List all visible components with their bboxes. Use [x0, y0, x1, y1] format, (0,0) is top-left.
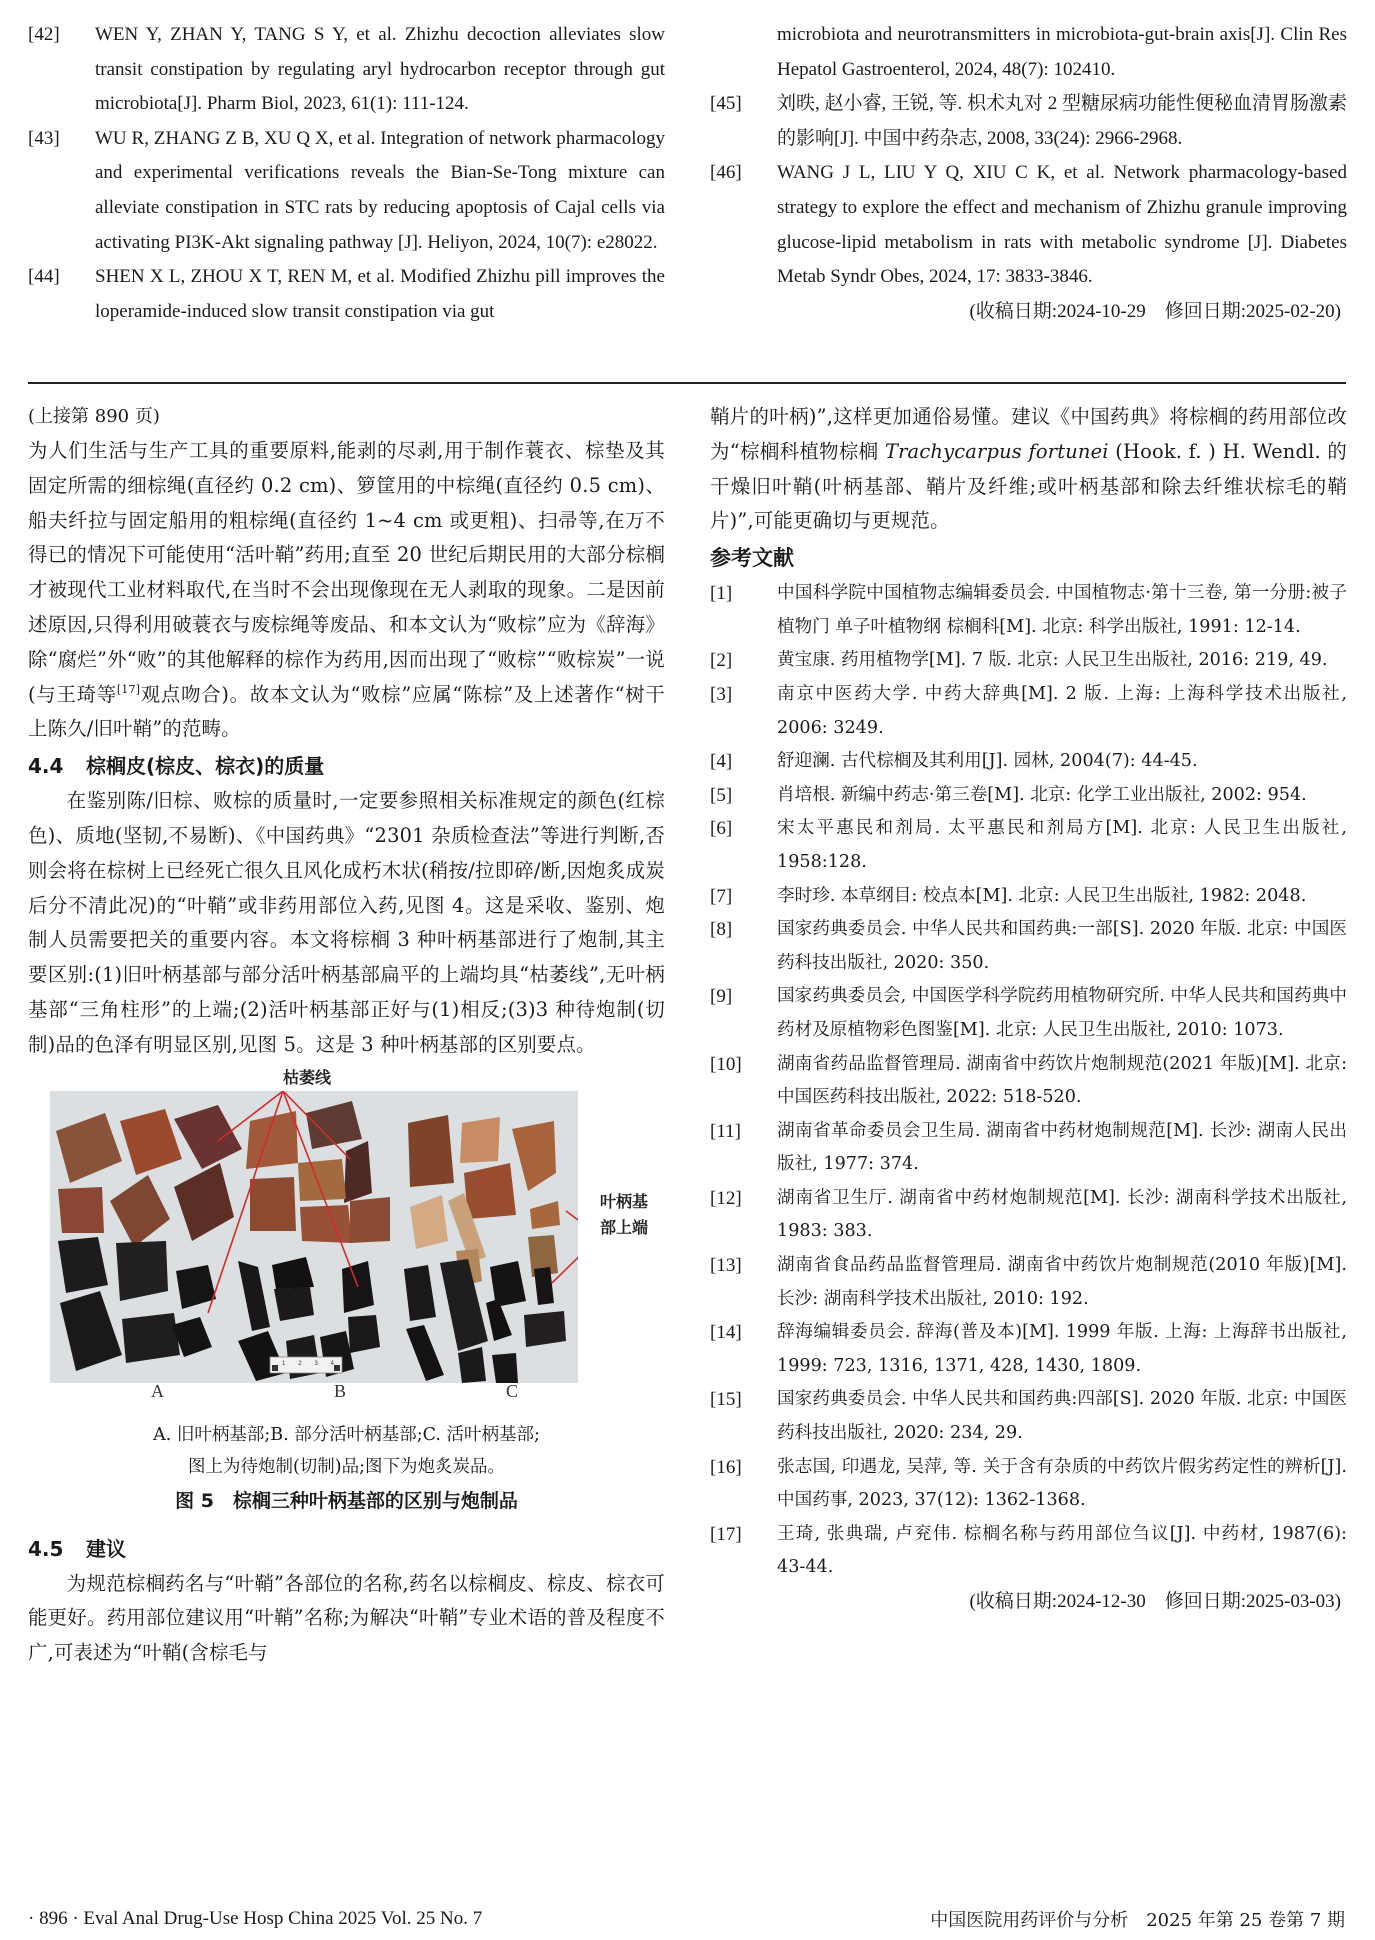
continued-from-note: (上接第 890 页) — [28, 406, 160, 427]
reference-text: microbiota and neurotransmitters in microbiota-gut-brain axis[J]. Clin Res Hepatol Gastroenterol, 2024, 48(7): 102410. — [777, 24, 1347, 80]
latin-species-name: Trachycarpus fortunei — [884, 439, 1109, 463]
section-number: 4.4 — [28, 754, 64, 779]
top-references-right — [710, 18, 1347, 329]
reference-text: WEN Y, ZHAN Y, TANG S Y, et al. Zhizhu decoction alleviates slow transit constipation by regulating aryl hydrocarbon receptor through gut microbiota[J]. Pharm Biol, 2023, 61(1): 111-124. — [95, 24, 665, 115]
reference-number: [8] — [710, 919, 733, 941]
footer-journal-cn: 中国医院用药评价与分析 2025 年第 25 卷第 7 期 — [930, 1910, 1345, 1931]
reference-43 — [28, 122, 665, 260]
reference-item — [710, 644, 1347, 678]
reference-number: [9] — [710, 986, 733, 1008]
section-heading-4-5 — [28, 1531, 665, 1567]
main-left-column — [28, 400, 665, 1671]
reference-number: [44] — [28, 266, 60, 288]
reference-text: 宋太平惠民和剂局. 太平惠民和剂局方[M]. 北京: 人民卫生出版社, 1958:128. — [777, 818, 1347, 872]
reference-number: [17] — [710, 1523, 742, 1545]
reference-item — [710, 1182, 1347, 1249]
palm-pieces-photo — [50, 1091, 578, 1383]
reference-46 — [710, 156, 1347, 294]
reference-45 — [710, 87, 1347, 156]
reference-number: [4] — [710, 751, 733, 773]
reference-number: [14] — [710, 1322, 742, 1344]
reference-text: 王琦, 张典瑞, 卢兖伟. 棕榈名称与药用部位刍议[J]. 中药材, 1987(6): 43-44. — [777, 1523, 1347, 1578]
reference-item — [710, 1115, 1347, 1182]
reference-number: [6] — [710, 818, 733, 840]
paragraph-text: 为人们生活与生产工具的重要原料,能剥的尽剥,用于制作蓑衣、棕垫及其固定所需的细棕绳(直径约 0.2 cm)、箩筐用的中棕绳(直径约 0.5 cm)、船夫纤拉与固定船用的粗棕绳(直径约 1~4 cm 或更粗)、扫帚等,在万不得已的情况下可能使用“活叶鞘”药用;直至 20 世纪后期民用的大部分棕榈才被现代工业材料取代,在当时不会出现像现在无人剥取的现象。二是因前述原因,只得利用破蓑衣与废棕绳等废品、和本文认为“败棕”应为《辞海》除“腐烂”外“败”的其他解释的棕作为药用,因而出现了“败棕”“败棕炭”一说(与王琦等 — [28, 439, 665, 706]
group-label-c: C — [506, 1380, 519, 1401]
reference-number: [10] — [710, 1053, 742, 1075]
paragraph-text: 观点吻合)。故本文认为“败棕”应属“陈棕”及上述著作“树干上陈久/旧叶鞘”的范畴。 — [28, 682, 665, 741]
received-revised-dates: (收稿日期:2024-10-29 修回日期:2025-02-20) — [969, 300, 1341, 322]
ruler-tick: 2 — [298, 1360, 302, 1367]
reference-text: 黄宝康. 药用植物学[M]. 7 版. 北京: 人民卫生出版社, 2016: 219, 49. — [777, 650, 1328, 671]
body-paragraph: 为规范棕榈药名与“叶鞘”各部位的名称,药名以棕榈皮、棕皮、棕衣可能更好。药用部位建议用“叶鞘”名称;为解决“叶鞘”专业术语的普及程度不广,可表述为“叶鞘(含棕毛与 — [28, 1571, 665, 1665]
reference-text: 国家药典委员会, 中国医学科学院药用植物研究所. 中华人民共和国药典中药材及原植物彩色图鉴[M]. 北京: 人民卫生出版社, 2010: 1073. — [777, 986, 1347, 1040]
figure-annotation-petiole-top: 叶柄基部上端 — [600, 1191, 649, 1237]
section-title: 建议 — [86, 1536, 126, 1561]
reference-item — [710, 577, 1347, 644]
figure-caption-line-2: 图上为待炮制(切制)品;图下为炮炙炭品。 — [187, 1456, 506, 1477]
references-heading: 参考文献 — [710, 546, 794, 571]
reference-number: [11] — [710, 1120, 741, 1142]
reference-44-continued — [710, 18, 1347, 87]
paragraph-text: (Hook. f. ) H. Wendl. 的干燥旧叶鞘(叶柄基部、鞘片及纤维;或叶柄基部和除去纤维状棕毛的鞘片)”,可能更确切与更规范。 — [710, 439, 1348, 533]
section-title: 棕榈皮(棕皮、棕衣)的质量 — [86, 754, 325, 779]
body-paragraph — [28, 434, 665, 747]
body-paragraph: 在鉴别陈/旧棕、败棕的质量时,一定要参照相关标准规定的颜色(红棕色)、质地(坚韧,不易断)、《中国药典》“2301 杂质检查法”等进行判断,否则会将在棕树上已经死亡很久且风化成朽木状(稍按/拉即碎/断,因炮炙成炭后分不清此况)的“叶鞘”或非药用部位入药,见图 4。这是采收、鉴别、炮制人员需要把关的重要内容。本文将棕榈 3 种叶柄基部进行了炮制,其主要区别:(1)旧叶柄基部与部分活叶柄基部扁平的上端均具“枯萎线”,无叶柄基部“三角柱形”的上端;(2)活叶柄基部正好与(1)相反;(3)3 种待炮制(切制)品的色泽有明显区别,见图 5。这是 3 种叶柄基部的区别要点。 — [28, 789, 665, 1056]
figure-title: 图 5 棕榈三种叶柄基部的区别与炮制品 — [175, 1489, 518, 1512]
reference-number: [43] — [28, 127, 60, 149]
reference-number — [710, 18, 777, 87]
reference-number: [12] — [710, 1187, 742, 1209]
reference-text: 湖南省革命委员会卫生局. 湖南省中药材炮制规范[M]. 长沙: 湖南人民出版社, 1977: 374. — [777, 1120, 1347, 1175]
reference-text: 南京中医药大学. 中药大辞典[M]. 2 版. 上海: 上海科学技术出版社, 2006: 3249. — [777, 683, 1347, 738]
ruler-tick: 3 — [314, 1360, 318, 1367]
section-heading-4-4 — [28, 748, 665, 784]
reference-item — [710, 779, 1347, 813]
figure-5 — [28, 1067, 665, 1419]
reference-item — [710, 880, 1347, 914]
received-revised-dates: (收稿日期:2024-12-30 修回日期:2025-03-03) — [969, 1591, 1341, 1612]
group-label-a: A — [151, 1380, 164, 1401]
reference-42 — [28, 18, 665, 122]
main-right-column — [710, 400, 1347, 1619]
reference-number: [3] — [710, 683, 733, 705]
reference-text: 李时珍. 本草纲目: 校点本[M]. 北京: 人民卫生出版社, 1982: 2048. — [777, 885, 1307, 906]
ruler-tick: 4 — [330, 1360, 334, 1367]
reference-number: [42] — [28, 24, 60, 45]
reference-text: 湖南省卫生厅. 湖南省中药材炮制规范[M]. 长沙: 湖南科学技术出版社, 1983: 383. — [777, 1187, 1347, 1242]
reference-text: 肖培根. 新编中药志·第三卷[M]. 北京: 化学工业出版社, 2002: 954. — [777, 784, 1307, 805]
reference-list — [710, 577, 1347, 1585]
footer-journal-en: · 896 · Eval Anal Drug-Use Hosp China 2025 Vol. 25 No. 7 — [28, 1908, 483, 1929]
reference-item — [710, 980, 1347, 1047]
reference-item — [710, 678, 1347, 745]
ruler-tick: 1 — [282, 1360, 286, 1367]
reference-number: [46] — [710, 162, 742, 184]
reference-number: [1] — [710, 583, 733, 605]
reference-item — [710, 1316, 1347, 1383]
reference-text: SHEN X L, ZHOU X T, REN M, et al. Modified Zhizhu pill improves the loperamide-induced slow transit constipation via gut — [95, 266, 665, 322]
reference-text: 辞海编辑委员会. 辞海(普及本)[M]. 1999 年版. 上海: 上海辞书出版社, 1999: 723, 1316, 1371, 428, 1430, 1809. — [777, 1322, 1347, 1376]
reference-text: 国家药典委员会. 中华人民共和国药典:四部[S]. 2020 年版. 北京: 中国医药科技出版社, 2020: 234, 29. — [777, 1389, 1347, 1444]
reference-text: WANG J L, LIU Y Q, XIU C K, et al. Network pharmacology-based strategy to explore the effect and mechanism of Zhizhu granule improving glucose-lipid metabolism in rats with metabolic syndrome [J]. Diabetes Metab Syndr Obes, 2024, 17: 3833-3846. — [777, 162, 1347, 288]
reference-item — [710, 1383, 1347, 1450]
reference-text: 国家药典委员会. 中华人民共和国药典:一部[S]. 2020 年版. 北京: 中国医药科技出版社, 2020: 350. — [777, 919, 1347, 973]
reference-number: [45] — [710, 93, 742, 115]
citation-superscript: [17] — [116, 682, 141, 696]
reference-item — [710, 1249, 1347, 1316]
group-label-b: B — [334, 1380, 347, 1401]
reference-text: 刘昳, 赵小睿, 王锐, 等. 枳术丸对 2 型糖尿病功能性便秘血清胃肠激素的影响[J]. 中国中药杂志, 2008, 33(24): 2966-2968. — [777, 93, 1348, 149]
reference-text: 湖南省食品药品监督管理局. 湖南省中药饮片炮制规范(2010 年版)[M]. 长沙: 湖南科学技术出版社, 2010: 192. — [777, 1255, 1347, 1309]
reference-item — [710, 1451, 1347, 1518]
reference-number: [15] — [710, 1389, 742, 1411]
body-paragraph — [710, 400, 1347, 539]
reference-item — [710, 1518, 1347, 1585]
paragraph-text: 鞘片的叶柄)”,这样更加通俗易懂。建议《中国药典》将棕榈的药用部位改为“棕榈科植物棕榈 — [710, 405, 1347, 463]
ruler-ticks — [282, 1361, 334, 1367]
reference-44 — [28, 260, 665, 329]
figure-annotation-wither-line: 枯萎线 — [283, 1067, 332, 1087]
reference-item — [710, 913, 1347, 980]
section-divider — [28, 382, 1346, 384]
section-number: 4.5 — [28, 1536, 64, 1561]
reference-number: [2] — [710, 650, 733, 672]
figure-photo — [50, 1091, 578, 1383]
reference-number: [7] — [710, 885, 733, 907]
top-references-left — [28, 18, 665, 329]
reference-number: [5] — [710, 784, 733, 806]
figure-caption-line-1: A. 旧叶柄基部;B. 部分活叶柄基部;C. 活叶柄基部; — [153, 1424, 540, 1445]
reference-text: 舒迎澜. 古代棕榈及其利用[J]. 园林, 2004(7): 44-45. — [777, 751, 1198, 772]
reference-item — [710, 745, 1347, 779]
reference-item — [710, 1048, 1347, 1115]
reference-number: [13] — [710, 1255, 742, 1277]
reference-text: 湖南省药品监督管理局. 湖南省中药饮片炮制规范(2021 年版)[M]. 北京: 中国医药科技出版社, 2022: 518-520. — [777, 1053, 1347, 1108]
reference-text: WU R, ZHANG Z B, XU Q X, et al. Integration of network pharmacology and experimental verifications reveals the Bian-Se-Tong mixture can alleviate constipation in STC rats by reducing apoptosis of Cajal cells via activating PI3K-Akt signaling pathway [J]. Heliyon, 2024, 10(7): e28022. — [95, 127, 665, 253]
reference-item — [710, 812, 1347, 879]
reference-number: [16] — [710, 1456, 742, 1478]
reference-text: 张志国, 印遇龙, 吴萍, 等. 关于含有杂质的中药饮片假劣药定性的辨析[J]. 中国药事, 2023, 37(12): 1362-1368. — [777, 1456, 1347, 1511]
reference-text: 中国科学院中国植物志编辑委员会. 中国植物志·第十三卷, 第一分册:被子植物门 单子叶植物纲 棕榈科[M]. 北京: 科学出版社, 1991: 12-14. — [777, 583, 1347, 637]
